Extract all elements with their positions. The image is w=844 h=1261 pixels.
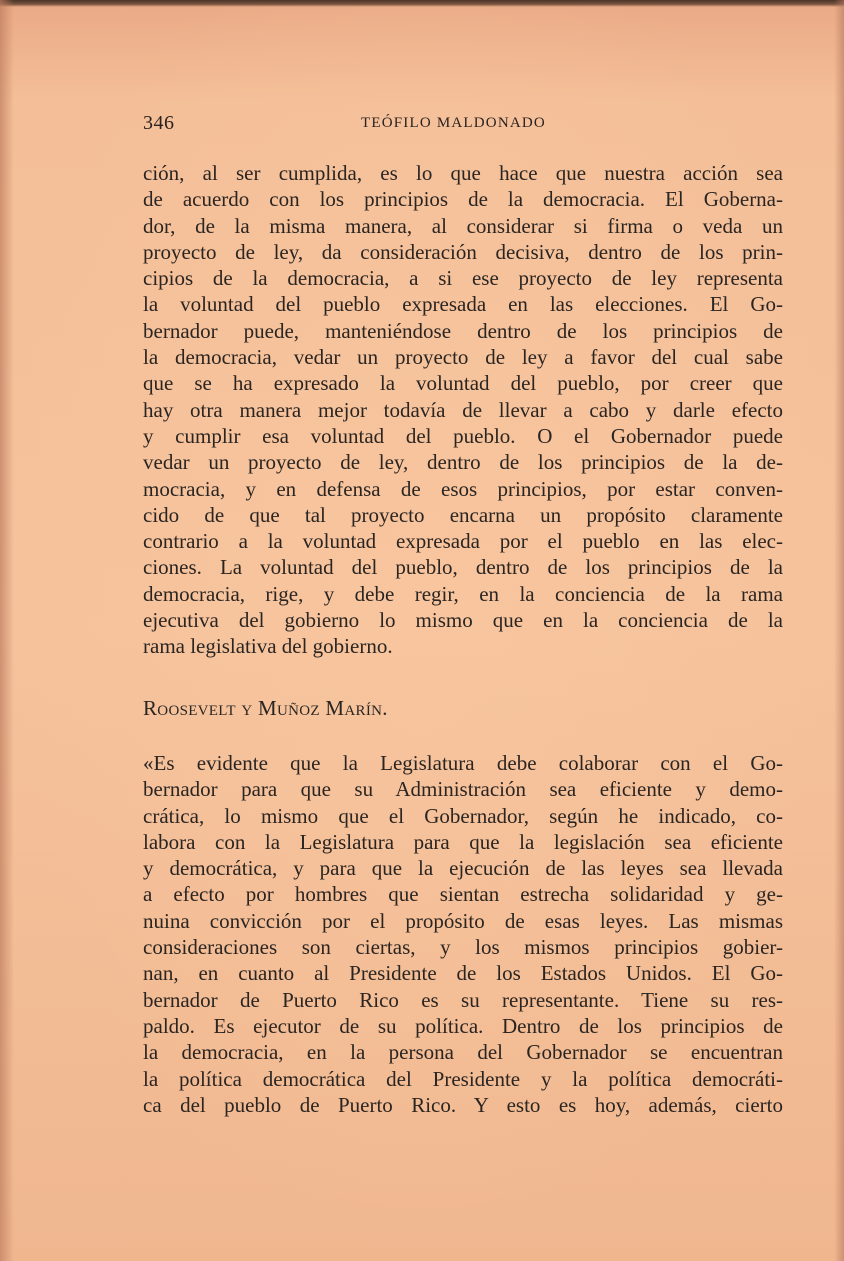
page-header: [143, 112, 783, 138]
paragraph-line: ciones. La voluntad del pueblo, dentro de los principios de la: [143, 555, 783, 580]
paragraph-line: bernador de Puerto Rico es su representante. Tiene su res-: [143, 987, 783, 1012]
running-title: TEÓFILO MALDONADO: [361, 115, 546, 131]
paragraph-line: la política democrática del Presidente y la política democráti-: [143, 1066, 783, 1091]
paragraph-line: nan, en cuanto al Presidente de los Estados Unidos. El Go-: [143, 961, 783, 986]
paragraph-line: cipios de la democracia, a si ese proyecto de ley representa: [143, 266, 783, 291]
paragraph-line: nuina convicción por el propósito de esas leyes. Las mismas: [143, 908, 783, 933]
paragraph-line: contrario a la voluntad expresada por el pueblo en las elec-: [143, 529, 783, 554]
paragraph-line: la democracia, en la persona del Gobernador se encuentran: [143, 1040, 783, 1065]
paragraph-line: mocracia, y en defensa de esos principios, por estar conven-: [143, 476, 783, 501]
paragraph-line: la democracia, vedar un proyecto de ley a favor del cual sabe: [143, 345, 783, 370]
paragraph-line: ción, al ser cumplida, es lo que hace que nuestra acción sea: [143, 161, 783, 185]
paragraph-line: y cumplir esa voluntad del pueblo. O el Gobernador puede: [143, 423, 783, 448]
paragraph-line: rama legislativa del gobierno.: [143, 634, 393, 659]
page-left-edge: [0, 0, 14, 1261]
paragraph-line: ejecutiva del gobierno lo mismo que en la conciencia de la: [143, 608, 783, 633]
section-heading: Roosevelt y Muñoz Marín.: [143, 696, 388, 720]
paragraph-1: [143, 160, 783, 660]
paragraph-line: «Es evidente que la Legislatura debe colaborar con el Go-: [143, 751, 783, 775]
paragraph-line: consideraciones son ciertas, y los mismos principios gobier-: [143, 935, 783, 960]
paragraph-line: paldo. Es ejecutor de su política. Dentro de los principios de: [143, 1013, 783, 1038]
paragraph-line: crática, lo mismo que el Gobernador, según he indicado, co-: [143, 803, 783, 828]
paragraph-line: bernador puede, manteniéndose dentro de los principios de: [143, 318, 783, 343]
paragraph-line: cido de que tal proyecto encarna un propósito claramente: [143, 502, 783, 527]
paragraph-line: vedar un proyecto de ley, dentro de los principios de la de-: [143, 450, 783, 475]
paragraph-line: democracia, rige, y debe regir, en la conciencia de la rama: [143, 581, 783, 606]
page-top-edge: [0, 0, 844, 7]
paragraph-line: a efecto por hombres que sientan estrecha solidaridad y ge-: [143, 882, 783, 907]
paragraph-line: proyecto de ley, da consideración decisiva, dentro de los prin-: [143, 239, 783, 264]
paragraph-line: ca del pueblo de Puerto Rico. Y esto es hoy, además, cierto: [143, 1092, 783, 1117]
paragraph-line: hay otra manera mejor todavía de llevar a cabo y darle efecto: [143, 397, 783, 422]
paragraph-line: bernador para que su Administración sea eficiente y demo-: [143, 777, 783, 802]
paragraph-line: dor, de la misma manera, al considerar si firma o veda un: [143, 213, 783, 238]
page-right-edge: [834, 0, 844, 1261]
paragraph-line: la voluntad del pueblo expresada en las elecciones. El Go-: [143, 292, 783, 317]
paragraph-line: y democrática, y para que la ejecución de las leyes sea llevada: [143, 856, 783, 881]
page-number: 346: [143, 112, 175, 134]
paragraph-line: labora con la Legislatura para que la legislación sea eficiente: [143, 829, 783, 854]
paragraph-2: [143, 750, 783, 1118]
paragraph-line: que se ha expresado la voluntad del pueblo, por creer que: [143, 371, 783, 396]
paragraph-line: de acuerdo con los principios de la democracia. El Goberna-: [143, 187, 783, 212]
